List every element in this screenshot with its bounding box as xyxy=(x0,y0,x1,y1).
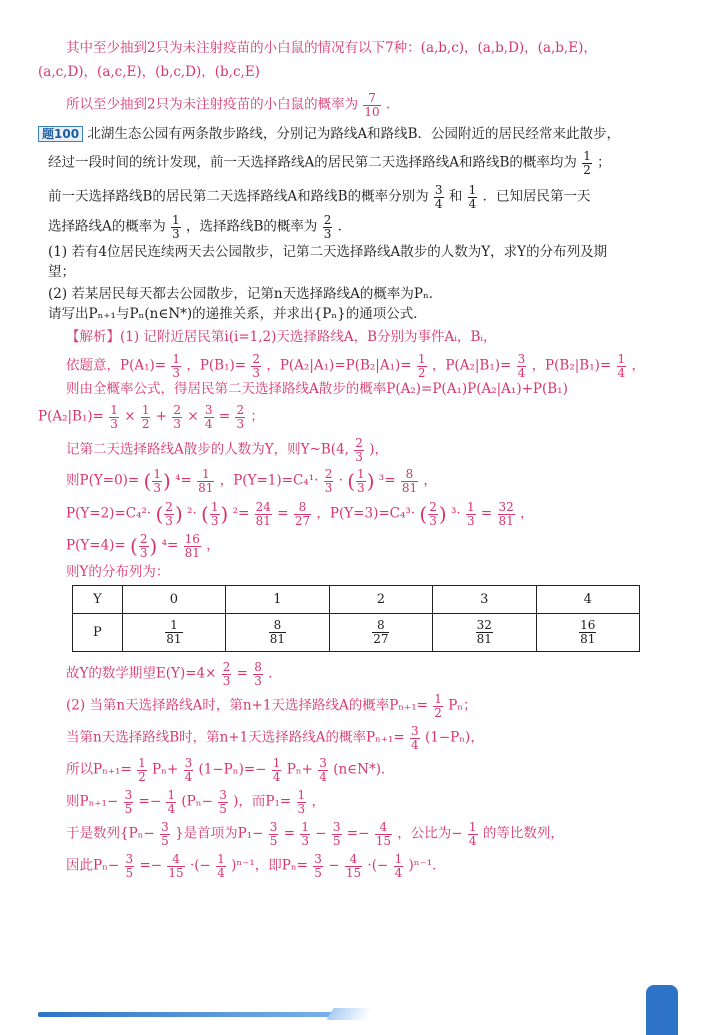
distribution-table xyxy=(72,585,640,652)
table-cell: 2 xyxy=(329,586,432,614)
text-line: 其中至少抽到2只为未注射疫苗的小白鼠的情况有以下7种：(a,b,c)，(a,b,D)，(a,b,E)， xyxy=(66,40,597,56)
fraction: $\frac{1}{3}$ xyxy=(172,213,180,241)
table-cell: $\frac{8}{27}$ xyxy=(329,614,432,652)
question-line: 望； xyxy=(48,264,75,280)
solution-line: 因此Pₙ− $\frac{3}{5}$ =− $\frac{4}{15}$ ·(− $\frac{1}{4}$ )ⁿ⁻¹，即Pₙ= $\frac{3}{5}$ − $\frac{4}{15}$ ·(− $\frac{1}{4}$ )ⁿ⁻¹． xyxy=(66,852,446,880)
table-cell: 3 xyxy=(433,586,536,614)
solution-line: 所以Pₙ₊₁= $\frac{1}{2}$ Pₙ+ $\frac{3}{4}$ (1−Pₙ)=− $\frac{1}{4}$ Pₙ+ $\frac{3}{4}$ (n∈N*)． xyxy=(66,756,395,784)
solution-line: 于是数列{Pₙ− $\frac{3}{5}$ }是首项为P₁− $\frac{3}{5}$ = $\frac{1}{3}$ − $\frac{3}{5}$ =− $\frac{4}{15}$ ，公比为− $\frac{1}{4}$ 的等比数列， xyxy=(66,820,564,848)
question-line: (2) 若某居民每天都去公园散步，记第n天选择路线A的概率为Pₙ． xyxy=(48,286,443,302)
solution-line: 当第n天选择路线B时，第n+1天选择路线A的概率Pₙ₊₁= $\frac{3}{4}$ (1−Pₙ)， xyxy=(66,724,484,752)
question-line: 题100 北湖生态公园有两条散步路线，分别记为路线A和路线B．公园附近的居民经常来此散步， xyxy=(38,126,620,142)
question-line: 前一天选择路线B的居民第二天选择路线A和路线B的概率分别为 $\frac{3}{4}$ 和 $\frac{1}{4}$ ．已知居民第一天 xyxy=(48,183,591,211)
text-line: 所以至少抽到2只为未注射疫苗的小白鼠的概率为 $\frac{7}{10}$ . xyxy=(66,91,391,119)
table-cell: 0 xyxy=(122,586,225,614)
solution-line: P(Y=2)=C₄²· ( $\frac{2}{3}$ ) ²· ( $\frac{1}{3}$ ) ²= $\frac{24}{81}$ = $\frac{8}{27}$ ，P(Y=3)=C₄³· ( $\frac{2}{3}$ ) ³· $\frac{1}{3}$ = $\frac{32}{81}$ ， xyxy=(66,500,534,528)
question-line: 经过一段时间的统计发现，前一天选择路线A的居民第二天选择路线A和路线B的概率均为 $\frac{1}{2}$ ； xyxy=(48,149,611,177)
table-cell: $\frac{1}{81}$ xyxy=(122,614,225,652)
table-row xyxy=(73,614,640,652)
table-cell: $\frac{32}{81}$ xyxy=(433,614,536,652)
table-row xyxy=(73,586,640,614)
solution-line: 记第二天选择路线A散步的人数为Y，则Y~B(4, $\frac{2}{3}$ )， xyxy=(66,436,388,464)
solution-line: P(Y=4)= ( $\frac{2}{3}$ ) ⁴= $\frac{16}{81}$ ， xyxy=(66,532,220,560)
fraction: $\frac{1}{4}$ xyxy=(468,183,477,211)
table-cell: P xyxy=(73,614,123,652)
question-number-badge: 题100 xyxy=(38,126,83,142)
solution-line: 则由全概率公式，得居民第二天选择路线A散步的概率P(A₂)=P(A₁)P(A₂|A₁)+P(B₁) xyxy=(66,381,568,397)
table-cell: Y xyxy=(73,586,123,614)
question-line: 选择路线A的概率为 $\frac{1}{3}$ ，选择路线B的概率为 $\frac{2}{3}$ ． xyxy=(48,213,352,241)
page-corner-tab xyxy=(646,985,678,1035)
question-line: 请写出Pₙ₊₁与Pₙ(n∈N*)的递推关系，并求出{Pₙ}的通项公式． xyxy=(48,306,427,322)
solution-line: 依题意，P(A₁)= $\frac{1}{3}$ ，P(B₁)= $\frac{2}{3}$ ，P(A₂|A₁)=P(B₂|A₁)= $\frac{1}{2}$ ，P(A₂|B₁)= $\frac{3}{4}$ ，P(B₂|B₁)= $\frac{1}{4}$ ， xyxy=(66,352,645,380)
table-cell: 4 xyxy=(536,586,639,614)
solution-line: (2) 当第n天选择路线A时，第n+1天选择路线A的概率Pₙ₊₁= $\frac{1}{2}$ Pₙ； xyxy=(66,692,477,720)
solution-line: 则Pₙ₊₁− $\frac{3}{5}$ =− $\frac{1}{4}$ (Pₙ− $\frac{3}{5}$ )，而P₁= $\frac{1}{3}$ ， xyxy=(66,788,325,816)
table-cell: $\frac{16}{81}$ xyxy=(536,614,639,652)
solution-line: P(A₂|B₁)= $\frac{1}{3}$ × $\frac{1}{2}$ + $\frac{2}{3}$ × $\frac{3}{4}$ = $\frac{2}{3}$ ； xyxy=(38,403,264,431)
fraction: $\frac{2}{3}$ xyxy=(323,213,332,241)
fraction: $\frac{7}{10}$ xyxy=(364,91,380,119)
fraction: $\frac{1}{2}$ xyxy=(583,149,591,177)
table-cell: $\frac{8}{81}$ xyxy=(226,614,329,652)
text-line: (a,c,D)，(a,c,E)，(b,c,D)，(b,c,E) xyxy=(38,64,260,80)
footer-bar-fade xyxy=(327,1008,374,1020)
table-cell: 1 xyxy=(226,586,329,614)
solution-line: 则Y的分布列为： xyxy=(66,564,170,580)
question-line: (1) 若有4位居民连续两天去公园散步，记第二天选择路线A散步的人数为Y，求Y的分布列及期 xyxy=(48,244,608,260)
footer-bar xyxy=(38,1012,348,1017)
solution-line: 故Y的数学期望E(Y)=4× $\frac{2}{3}$ = $\frac{8}{3}$ ． xyxy=(66,660,282,688)
fraction: $\frac{3}{4}$ xyxy=(434,183,443,211)
text: 所以至少抽到2只为未注射疫苗的小白鼠的概率为 xyxy=(66,96,359,113)
solution-line: 【解析】(1) 记附近居民第i(i=1,2)天选择路线A，B分别为事件Aᵢ，Bᵢ， xyxy=(66,329,497,345)
solution-line: 则P(Y=0)= ( $\frac{1}{3}$ ) ⁴= $\frac{1}{81}$ ，P(Y=1)=C₄¹· $\frac{2}{3}$ · ( $\frac{1}{3}$ ) ³= $\frac{8}{81}$ ， xyxy=(66,467,437,495)
